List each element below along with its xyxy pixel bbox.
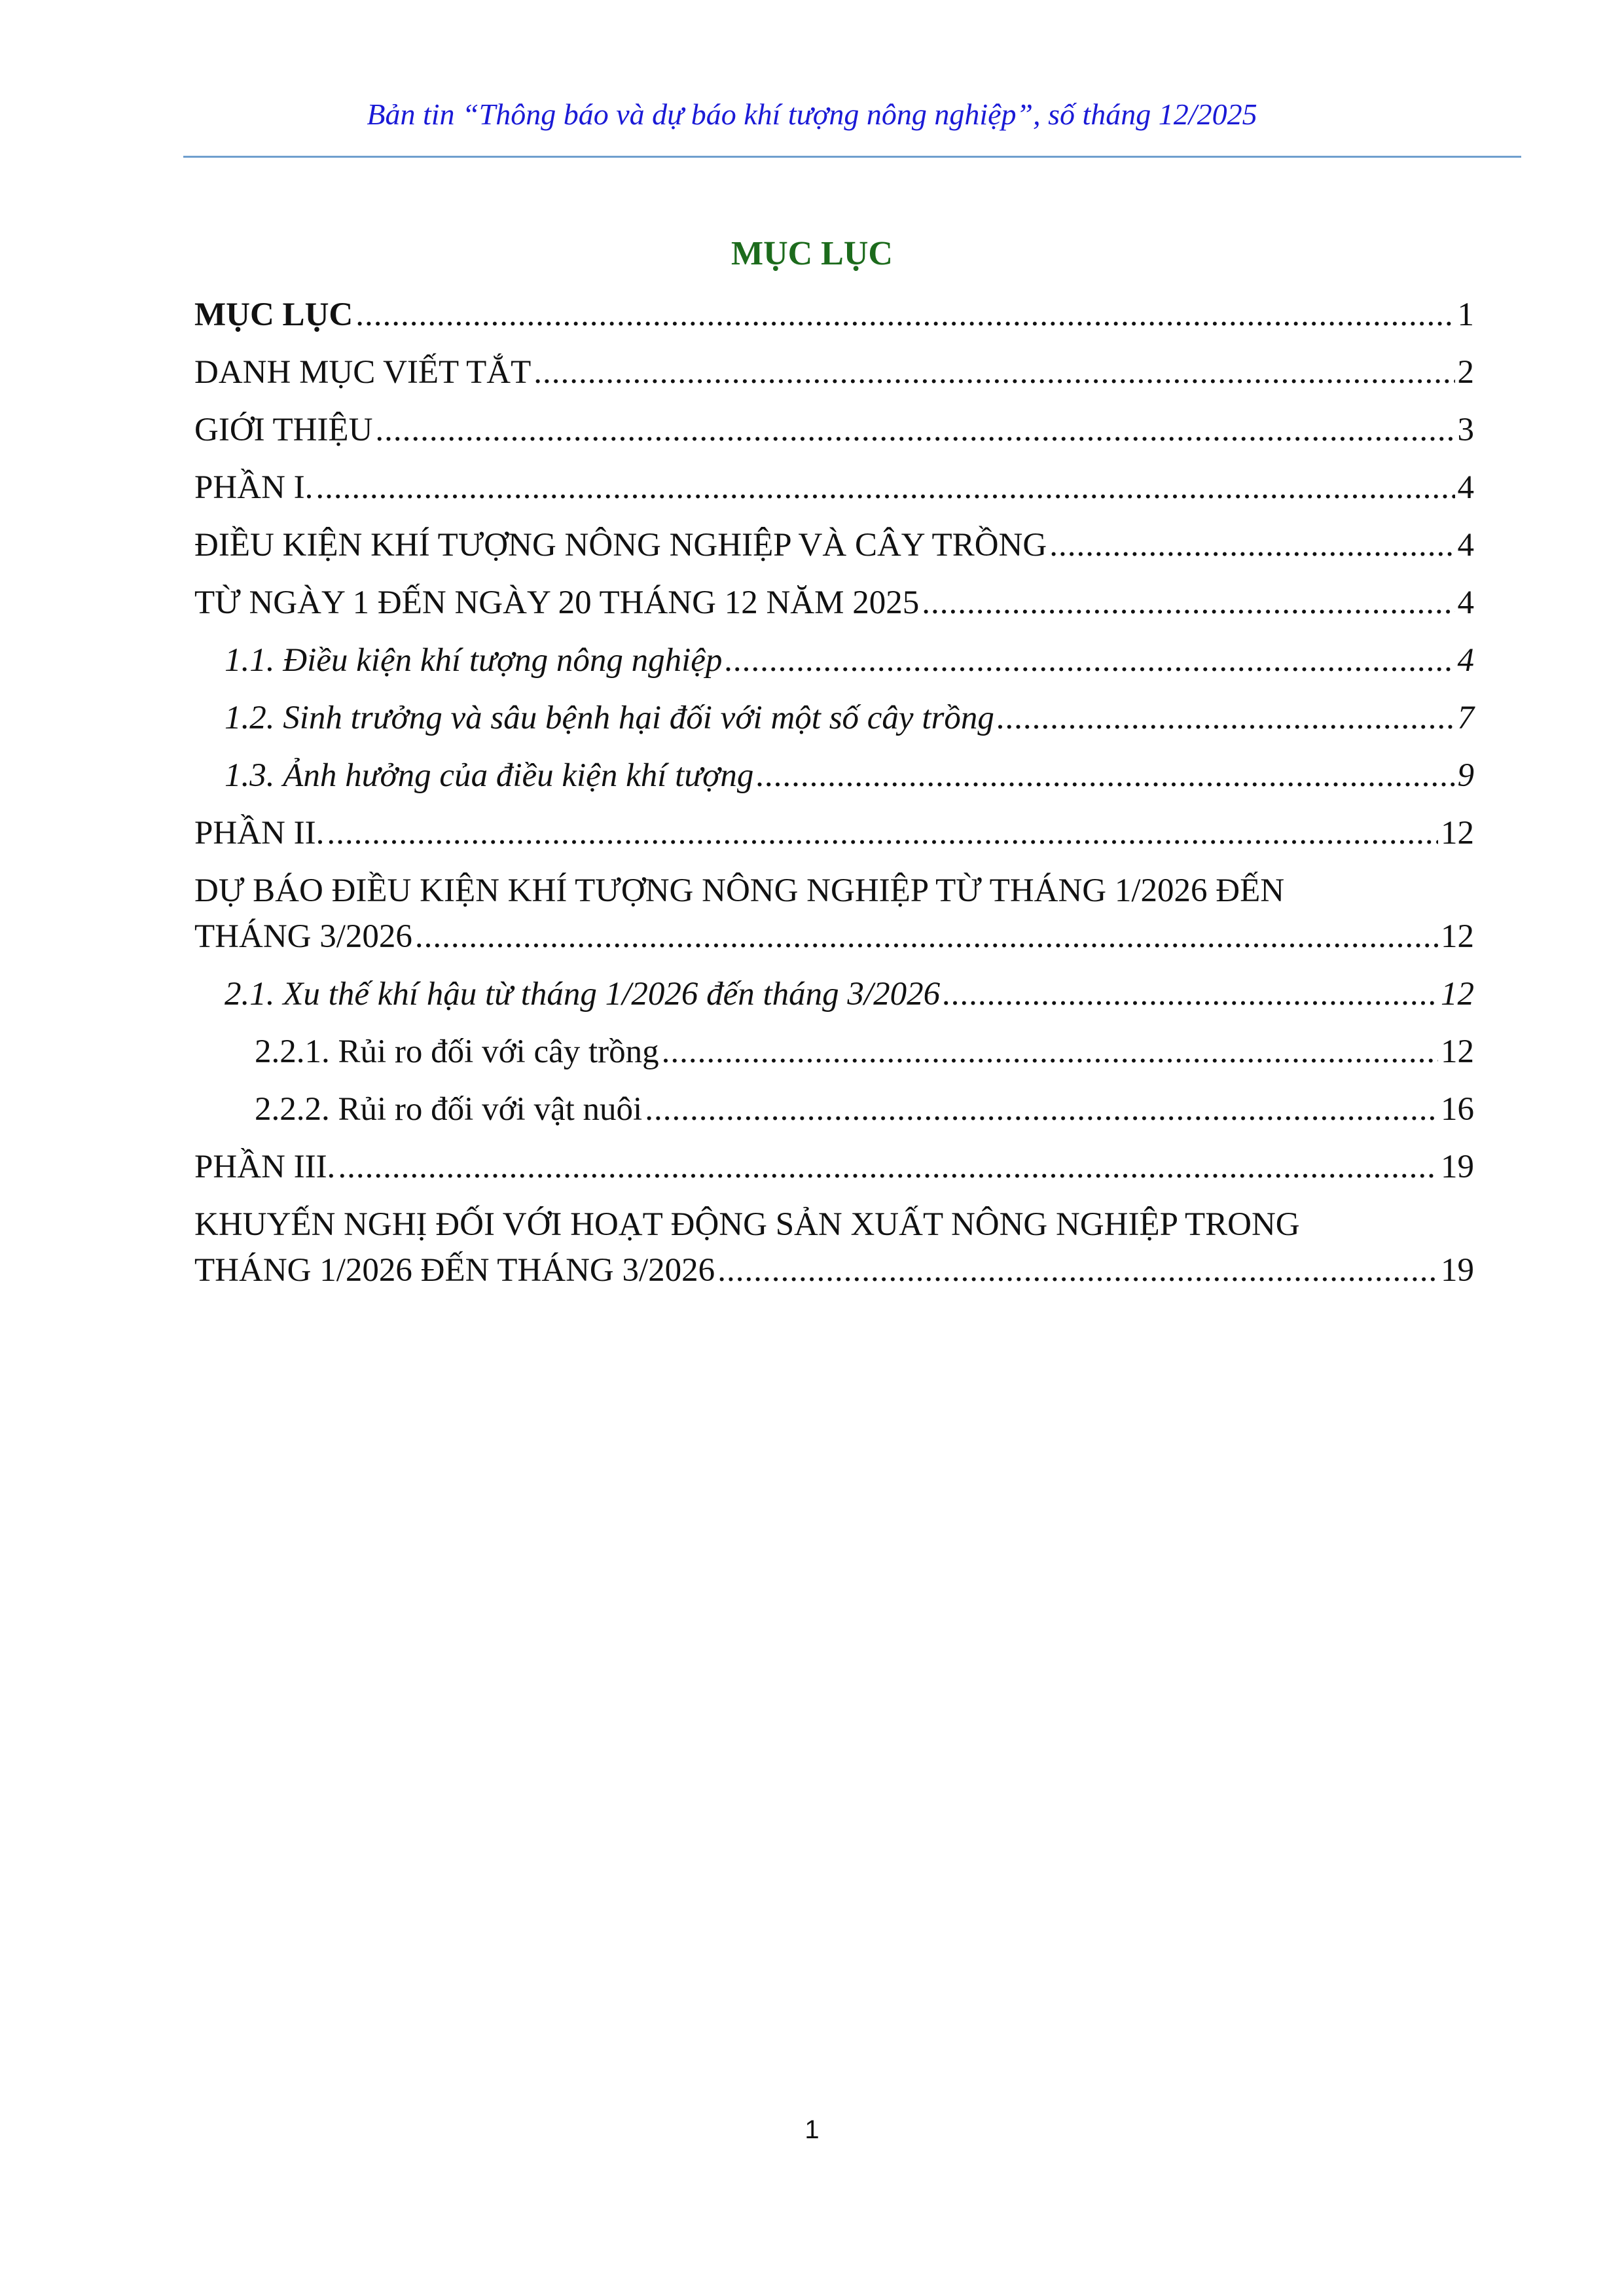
toc-entry-phan-2[interactable] bbox=[194, 814, 1474, 872]
toc-entry-label: PHẦN II. bbox=[194, 815, 325, 852]
toc-leader-dots bbox=[725, 641, 1454, 679]
toc-entry-tu-ngay[interactable] bbox=[194, 584, 1474, 641]
toc-entry-2-2-2[interactable] bbox=[194, 1090, 1474, 1148]
toc-entry-1-3[interactable] bbox=[194, 757, 1474, 814]
toc-entry-page: 4 bbox=[1457, 584, 1474, 621]
toc-entry-phan-3[interactable] bbox=[194, 1148, 1474, 1206]
toc-entry-label: MỤC LỤC bbox=[194, 296, 353, 333]
toc-entry-page: 16 bbox=[1441, 1091, 1474, 1128]
toc-leader-dots bbox=[316, 469, 1454, 507]
toc-leader-dots bbox=[355, 296, 1454, 334]
toc-entry-du-bao[interactable] bbox=[194, 872, 1474, 975]
toc-leader-dots bbox=[662, 1033, 1438, 1071]
toc-entry-label: PHẦN III. bbox=[194, 1149, 336, 1185]
toc-entry-page: 12 bbox=[1441, 1033, 1474, 1070]
header-divider bbox=[183, 156, 1521, 158]
toc-entry-2-2-1[interactable] bbox=[194, 1033, 1474, 1090]
toc-entry-label-line2: THÁNG 1/2026 ĐẾN THÁNG 3/2026 bbox=[194, 1252, 715, 1289]
toc-leader-dots bbox=[756, 757, 1454, 795]
toc-leader-dots bbox=[717, 1251, 1438, 1289]
toc-entry-label: TỪ NGÀY 1 ĐẾN NGÀY 20 THÁNG 12 NĂM 2025 bbox=[194, 584, 920, 621]
toc-entry-label: 1.3. Ảnh hưởng của điều kiện khí tượng bbox=[225, 757, 754, 794]
toc-entry-khuyen-nghi[interactable] bbox=[194, 1206, 1474, 1309]
toc-entry-page: 4 bbox=[1457, 469, 1474, 506]
toc-entry-label: 1.1. Điều kiện khí tượng nông nghiệp bbox=[225, 642, 723, 679]
toc-leader-dots bbox=[645, 1090, 1438, 1128]
toc-entry-label: 1.2. Sinh trưởng và sâu bệnh hại đối với một số cây trồng bbox=[225, 700, 994, 736]
toc-entry-page: 1 bbox=[1457, 296, 1474, 333]
toc-entry-phan-1[interactable] bbox=[194, 469, 1474, 526]
toc-entry-1-2[interactable] bbox=[194, 699, 1474, 757]
toc-entry-label: 2.1. Xu thế khí hậu từ tháng 1/2026 đến tháng 3/2026 bbox=[225, 976, 941, 1013]
toc-leader-dots bbox=[922, 584, 1454, 622]
toc-entry-label: 2.2.1. Rủi ro đối với cây trồng bbox=[255, 1033, 659, 1070]
toc-entry-label: ĐIỀU KIỆN KHÍ TƯỢNG NÔNG NGHIỆP VÀ CÂY TRỒNG bbox=[194, 527, 1047, 564]
toc-entry-page: 19 bbox=[1441, 1149, 1474, 1185]
toc-entry-label: GIỚI THIỆU bbox=[194, 412, 373, 448]
toc-entry-label: 2.2.2. Rủi ro đối với vật nuôi bbox=[255, 1091, 643, 1128]
toc-entry-label: PHẦN I. bbox=[194, 469, 314, 506]
toc-entry-page: 12 bbox=[1441, 815, 1474, 852]
toc-leader-dots bbox=[338, 1148, 1438, 1186]
toc-title: MỤC LỤC bbox=[731, 235, 893, 272]
toc-entry-label: DANH MỤC VIẾT TẮT bbox=[194, 354, 532, 391]
toc-entry-2-1[interactable] bbox=[194, 975, 1474, 1033]
toc-entry-gioi-thieu[interactable] bbox=[194, 411, 1474, 469]
toc-entry-muc-luc[interactable] bbox=[194, 296, 1474, 353]
toc-entry-1-1[interactable] bbox=[194, 641, 1474, 699]
toc-entry-danh-muc-viet-tat[interactable] bbox=[194, 353, 1474, 411]
running-header: Bản tin “Thông báo và dự báo khí tượng nông nghiệp”, số tháng 12/2025 bbox=[367, 98, 1257, 131]
toc-entry-page: 12 bbox=[1441, 976, 1474, 1013]
toc-entry-dieu-kien[interactable] bbox=[194, 526, 1474, 584]
toc-leader-dots bbox=[327, 814, 1438, 852]
toc-entry-page: 4 bbox=[1457, 527, 1474, 564]
table-of-contents bbox=[194, 296, 1474, 1309]
toc-entry-label-line2: THÁNG 3/2026 bbox=[194, 918, 412, 955]
toc-entry-label-line1: KHUYẾN NGHỊ ĐỐI VỚI HOẠT ĐỘNG SẢN XUẤT NÔNG NGHIỆP TRONG bbox=[194, 1206, 1300, 1243]
toc-entry-page: 12 bbox=[1441, 918, 1474, 955]
toc-leader-dots bbox=[1049, 526, 1454, 564]
page-number: 1 bbox=[804, 2115, 820, 2144]
toc-leader-dots bbox=[997, 699, 1455, 737]
toc-entry-label-line1: DỰ BÁO ĐIỀU KIỆN KHÍ TƯỢNG NÔNG NGHIỆP TỪ THÁNG 1/2026 ĐẾN bbox=[194, 872, 1285, 909]
toc-entry-page: 4 bbox=[1457, 642, 1474, 679]
toc-entry-page: 7 bbox=[1457, 700, 1474, 736]
toc-entry-page: 9 bbox=[1457, 757, 1474, 794]
toc-leader-dots bbox=[375, 411, 1454, 449]
toc-leader-dots bbox=[415, 918, 1438, 956]
toc-entry-page: 19 bbox=[1441, 1252, 1474, 1289]
toc-entry-page: 3 bbox=[1457, 412, 1474, 448]
toc-entry-page: 2 bbox=[1457, 354, 1474, 391]
toc-leader-dots bbox=[533, 353, 1454, 391]
toc-leader-dots bbox=[943, 975, 1438, 1013]
